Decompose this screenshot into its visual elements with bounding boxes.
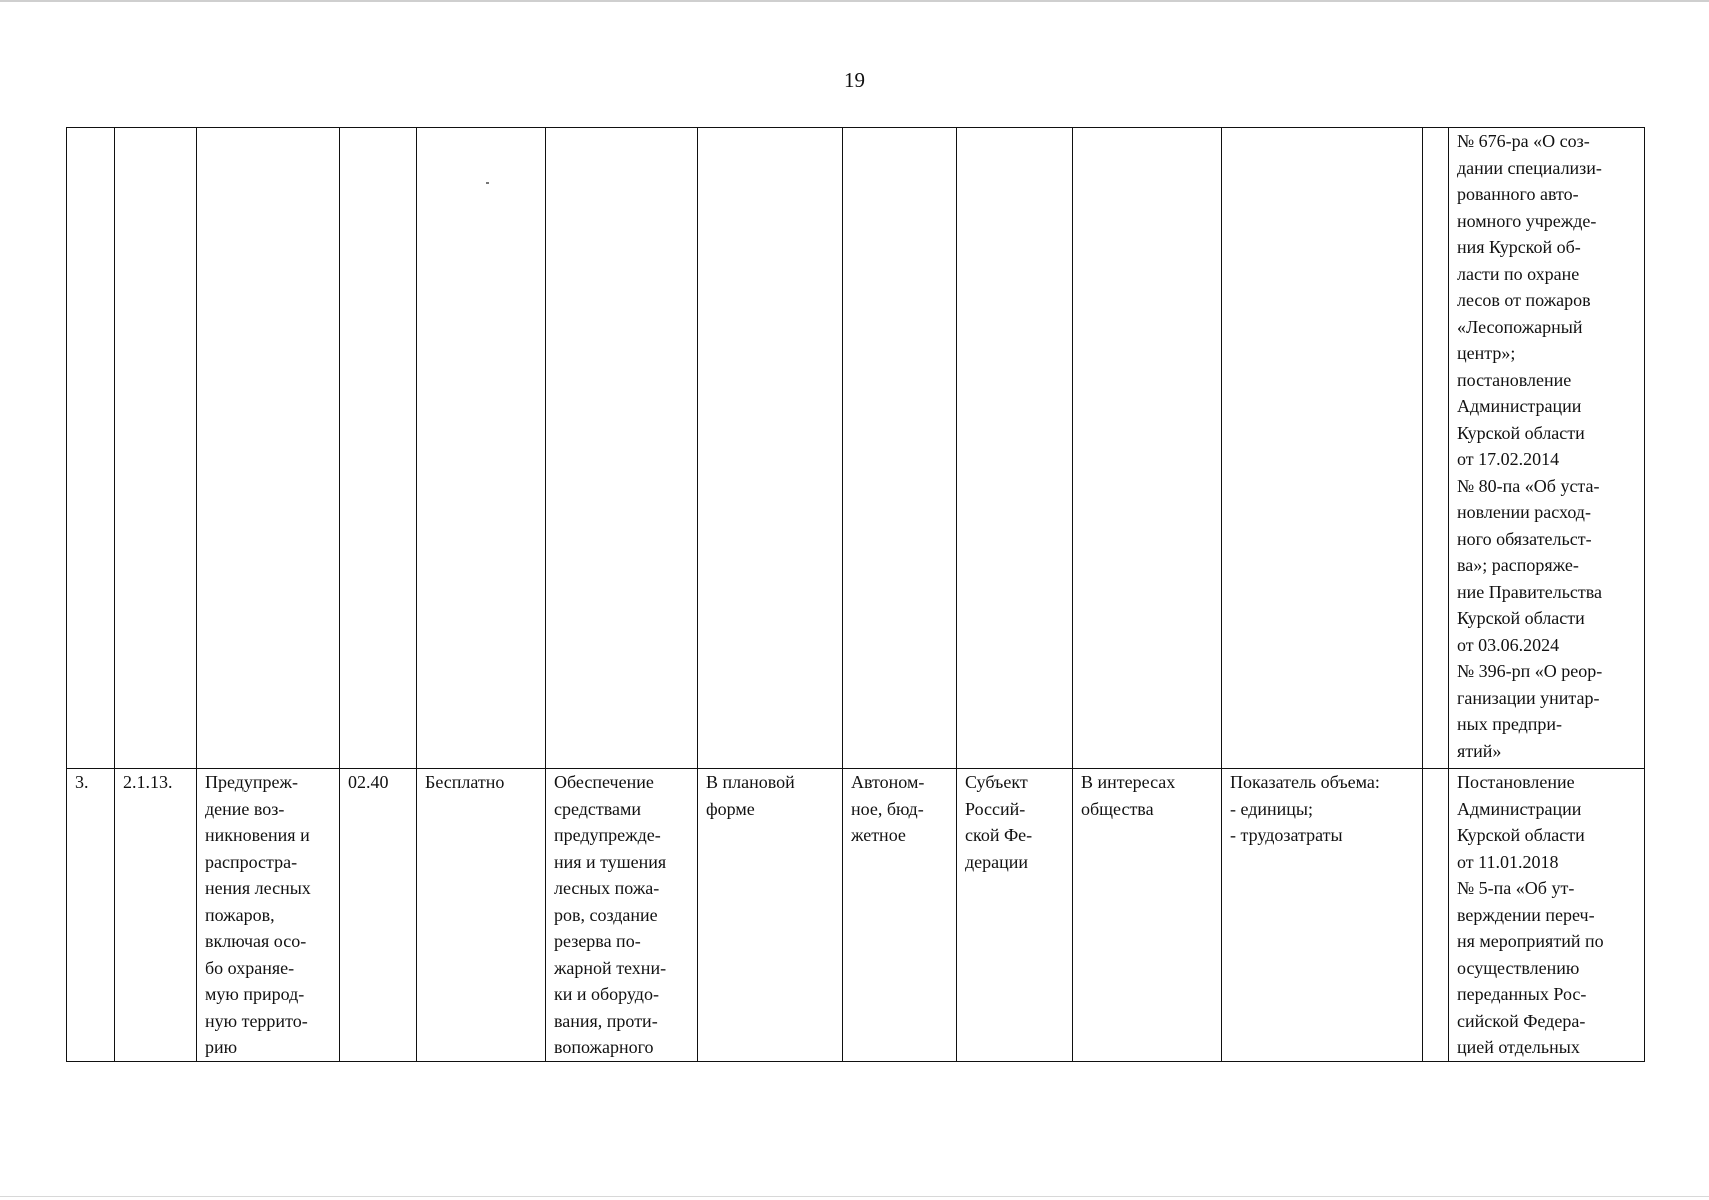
cell-num bbox=[67, 128, 115, 769]
cell-num: 3. bbox=[67, 769, 115, 1062]
scan-edge-top bbox=[0, 0, 1709, 2]
cell-form bbox=[698, 128, 843, 769]
cell-name bbox=[197, 128, 340, 769]
cell-institution-type bbox=[843, 128, 957, 769]
cell-level bbox=[957, 128, 1073, 769]
cell-form: В плановой форме bbox=[698, 769, 843, 1062]
cell-code: 2.1.13. bbox=[115, 769, 197, 1062]
table-row bbox=[67, 769, 1645, 1062]
cell-code bbox=[115, 128, 197, 769]
cell-payment bbox=[417, 128, 546, 769]
cell-legal-basis: № 676-ра «О соз- дании специализи- рованного авто- номного учрежде- ния Курской об- ласти по охране лесов от пожаров «Лесопожарный центр»; постановление Администрации Курской области от 17.02.2014 № 80-па «Об уста- новлении расход- ного обязательст- ва»; распоряже- ние Правительства Курской области от 03.06.2024 № 396-рп «О реор- ганизации унитар- ных предпри- ятий» bbox=[1449, 128, 1645, 769]
cell-extra bbox=[1423, 769, 1449, 1062]
cell-indicator bbox=[1222, 128, 1423, 769]
cell-name: Предупреж- дение воз- никновения и распростра- нения лесных пожаров, включая осо- бо охраняе- мую природ- ную террито- рию bbox=[197, 769, 340, 1062]
cell-content: Обеспечение средствами предупрежде- ния и тушения лесных пожа- ров, создание резерва по- жарной техни- ки и оборудо- вания, проти- вопожарного bbox=[546, 769, 698, 1062]
table-row-continued bbox=[67, 128, 1645, 769]
cell-interest: В интересах общества bbox=[1073, 769, 1222, 1062]
cell-extra bbox=[1423, 128, 1449, 769]
cell-okved bbox=[340, 128, 417, 769]
cell-level: Субъект Россий- ской Фе- дерации bbox=[957, 769, 1073, 1062]
scan-edge-bottom bbox=[0, 1196, 1709, 1197]
cell-institution-type: Автоном- ное, бюд- жетное bbox=[843, 769, 957, 1062]
cell-interest bbox=[1073, 128, 1222, 769]
registry-table bbox=[66, 127, 1645, 1062]
cell-legal-basis: Постановление Администрации Курской области от 11.01.2018 № 5-па «Об ут- верждении переч- ня мероприятий по осуществлению переданных Рос- сийской Федера- цией отдельных bbox=[1449, 769, 1645, 1062]
page-number: 19 bbox=[844, 68, 865, 92]
cell-content bbox=[546, 128, 698, 769]
cell-indicator: Показатель объема: - единицы; - трудозатраты bbox=[1222, 769, 1423, 1062]
scan-speck bbox=[486, 182, 489, 184]
cell-payment: Бесплатно bbox=[417, 769, 546, 1062]
cell-okved: 02.40 bbox=[340, 769, 417, 1062]
